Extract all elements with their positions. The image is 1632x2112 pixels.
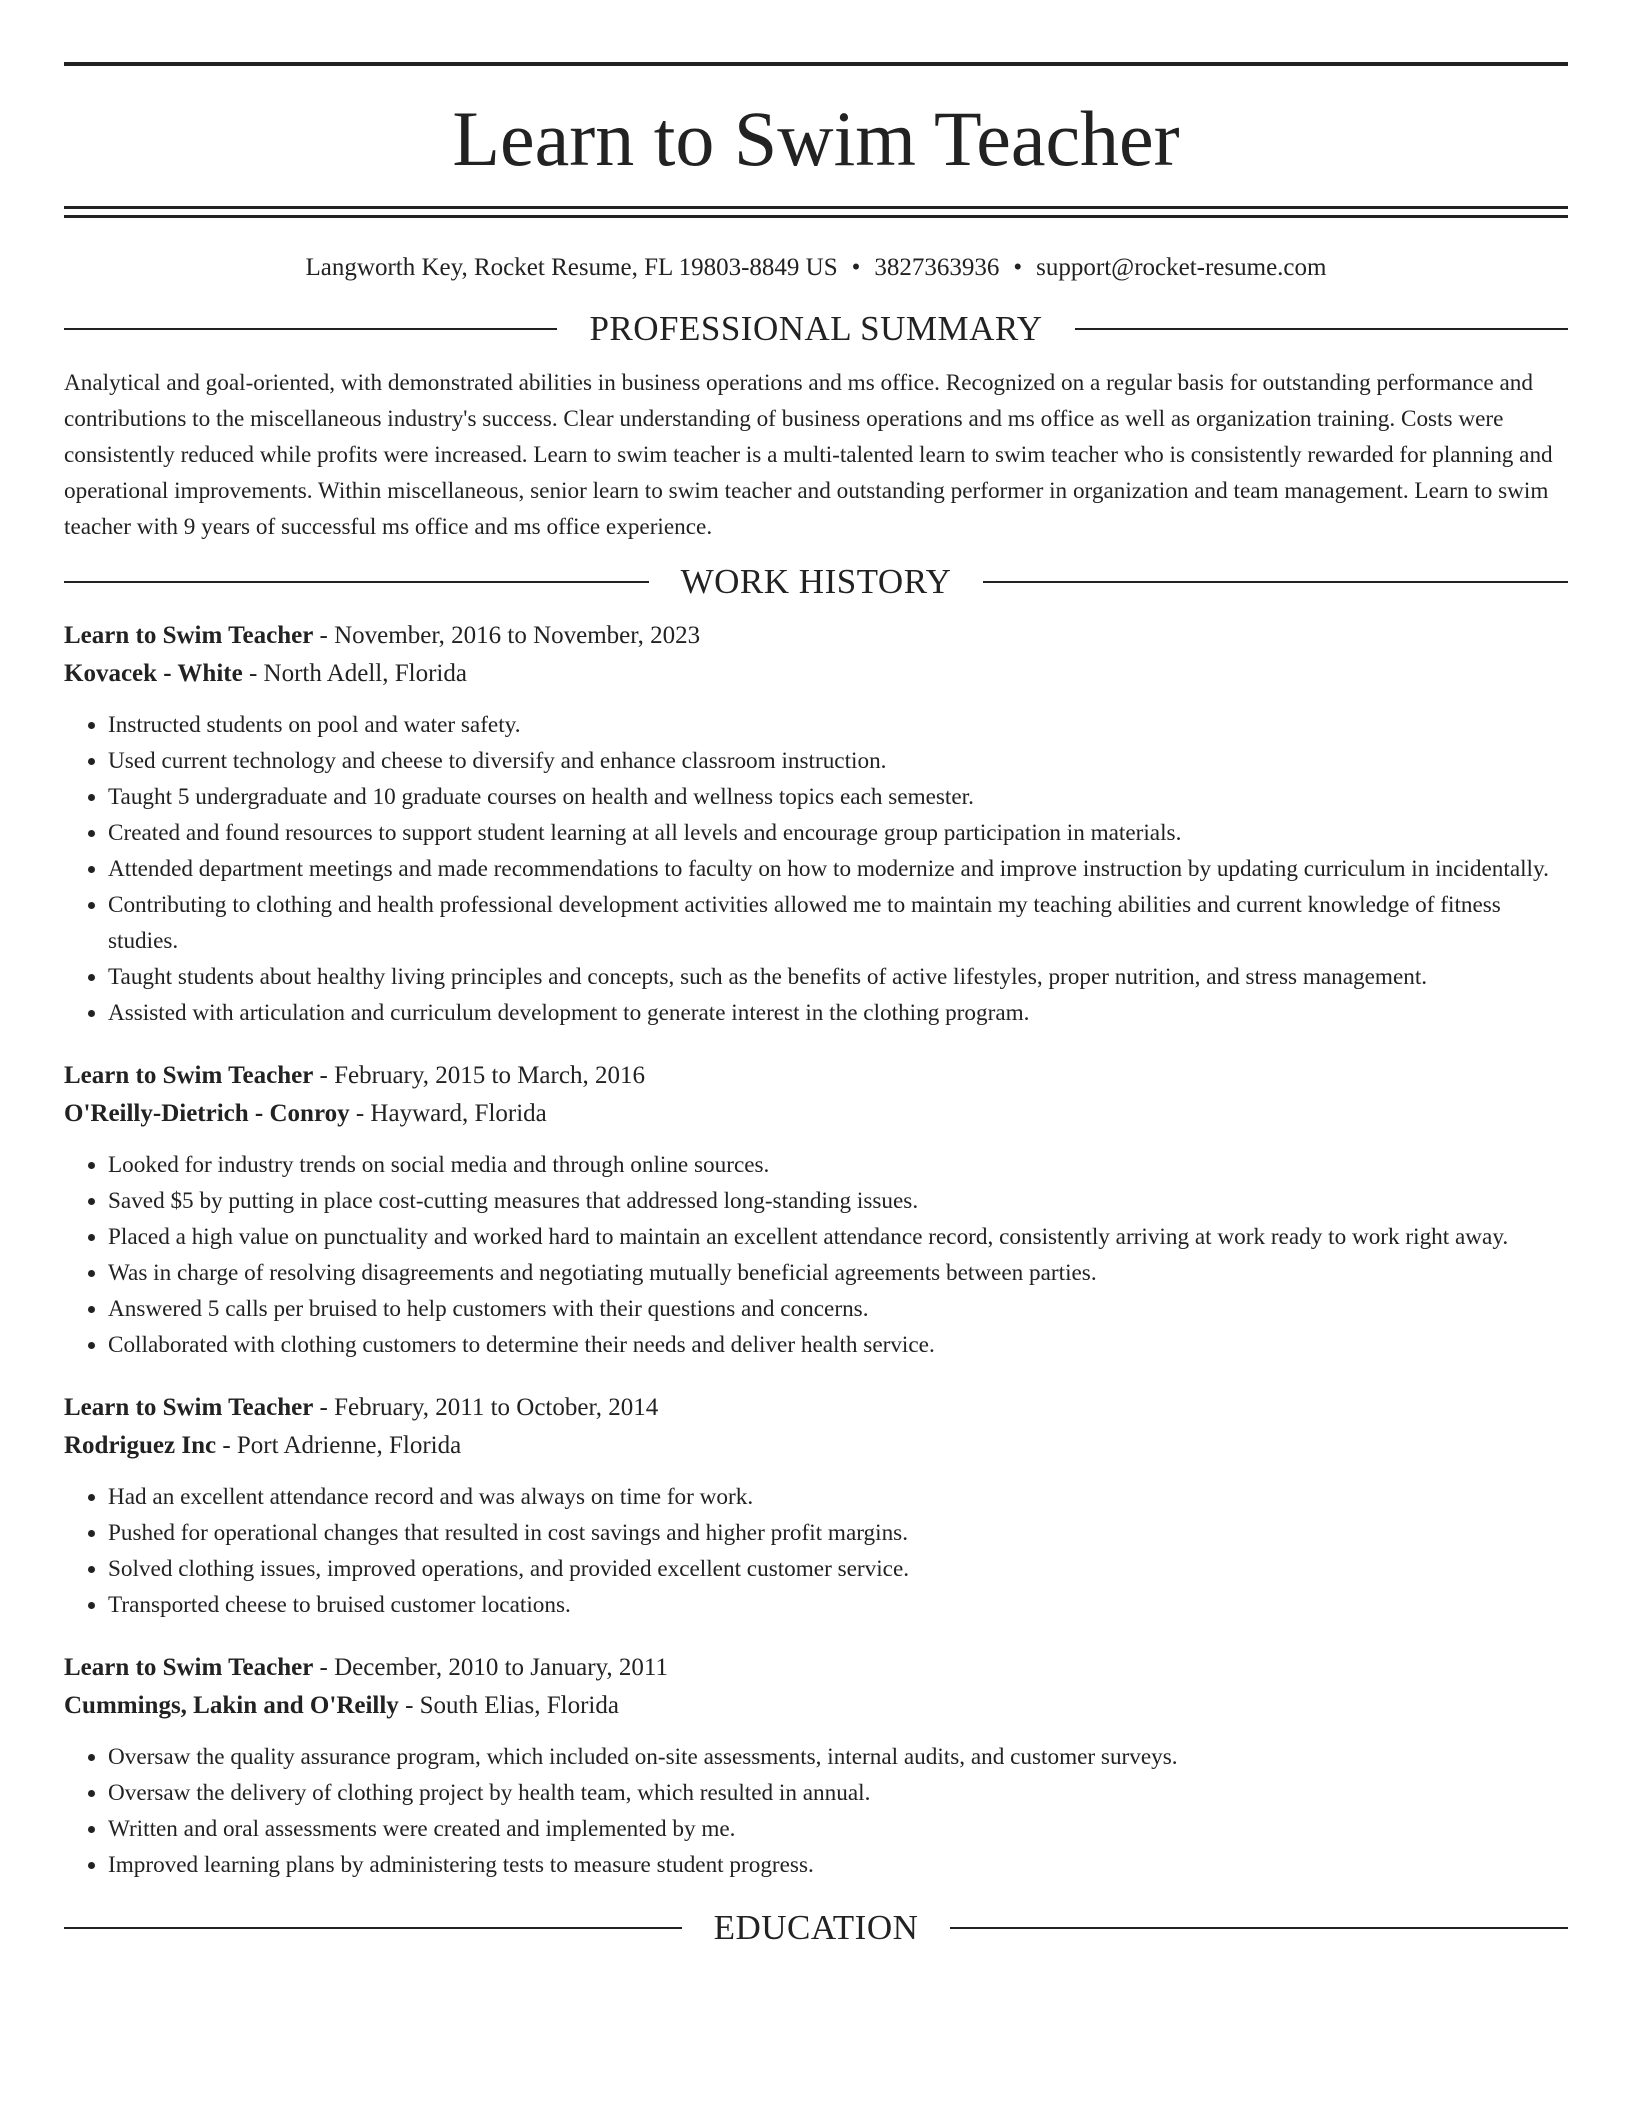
top-rule [64, 62, 1568, 66]
job-bullet: • Used current technology and cheese to diversify and enhance classroom instruction. [108, 743, 1568, 779]
summary-text: Analytical and goal-oriented, with demonstrated abilities in business operations and ms office. Recognized on a regular basis for outstanding performance and contributions to the miscellaneous industry's success. Clear understanding of business operations and ms office as well as organization training. Costs were consistently reduced while profits were increased. Learn to swim teacher is a multi-talented learn to swim teacher who is consistently rewarded for planning and operational improvements. Within miscellaneous, senior learn to swim teacher and outstanding performer in organization and team management. Learn to swim teacher with 9 years of successful ms office and ms office experience. [64, 369, 1553, 540]
job-bullet: • Collaborated with clothing customers to determine their needs and deliver health service. [108, 1327, 1568, 1363]
contact-separator: • [1013, 254, 1023, 281]
job-bullet: • Was in charge of resolving disagreements and negotiating mutually beneficial agreements between parties. [108, 1255, 1568, 1291]
job-bullet: • Oversaw the delivery of clothing project by health team, which resulted in annual. [108, 1775, 1568, 1811]
job-company: Rodriguez Inc [64, 1432, 217, 1459]
heading-rule-right [983, 581, 1568, 583]
heading-rule-right [950, 1927, 1568, 1929]
job-bullet: • Placed a high value on punctuality and worked hard to maintain an excellent attendance record, consistently arriving at work ready to work right away. [108, 1219, 1568, 1255]
job-bullet: • Attended department meetings and made recommendations to faculty on how to modernize and improve instruction by updating curriculum in incidentally. [108, 851, 1568, 887]
job-company-line [64, 655, 1568, 693]
section-heading-work [64, 563, 1568, 602]
job-bullet: • Pushed for operational changes that resulted in cost savings and higher profit margins. [108, 1515, 1568, 1551]
job-title-line [64, 1649, 1568, 1687]
title-double-rule [64, 206, 1568, 218]
job-company: O'Reilly-Dietrich - Conroy [64, 1100, 350, 1127]
job-bullet-list [64, 707, 1568, 1031]
job-title: Learn to Swim Teacher [64, 1394, 314, 1421]
contact-separator: • [851, 254, 861, 281]
job-dates: - February, 2011 to October, 2014 [313, 1394, 659, 1421]
resume-page [64, 0, 1568, 1948]
job-company-line [64, 1687, 1568, 1725]
job-dates: - February, 2015 to March, 2016 [313, 1062, 645, 1089]
job-bullet: • Taught 5 undergraduate and 10 graduate courses on health and wellness topics each semester. [108, 779, 1568, 815]
section-heading-education [64, 1909, 1568, 1948]
job-bullet: • Contributing to clothing and health professional development activities allowed me to maintain my teaching abilities and current knowledge of fitness studies. [108, 887, 1568, 959]
job-title-line [64, 1057, 1568, 1095]
job-company: Kovacek - White [64, 660, 243, 687]
job-title: Learn to Swim Teacher [64, 1654, 314, 1681]
heading-rule-right [1075, 328, 1568, 330]
job-company: Cummings, Lakin and O'Reilly [64, 1692, 399, 1719]
summary-heading: PROFESSIONAL SUMMARY [589, 309, 1043, 348]
job-bullet: • Improved learning plans by administering tests to measure student progress. [108, 1847, 1568, 1883]
job-bullet: • Had an excellent attendance record and was always on time for work. [108, 1479, 1568, 1515]
job-bullet: • Solved clothing issues, improved operations, and provided excellent customer service. [108, 1551, 1568, 1587]
job-title-line [64, 617, 1568, 655]
contact-email: support@rocket-resume.com [1036, 254, 1327, 281]
job-title: Learn to Swim Teacher [64, 1062, 314, 1089]
job-title-line [64, 1389, 1568, 1427]
job-company-line [64, 1427, 1568, 1465]
job-location: - Port Adrienne, Florida [216, 1432, 462, 1459]
heading-rule-left [64, 581, 649, 583]
contact-address: Langworth Key, Rocket Resume, FL 19803-8849 US [305, 254, 838, 281]
job-bullet-list [64, 1147, 1568, 1363]
job-location: - Hayward, Florida [349, 1100, 547, 1127]
job-entry [64, 1649, 1568, 1883]
job-bullet-list [64, 1479, 1568, 1623]
job-bullet: • Instructed students on pool and water safety. [108, 707, 1568, 743]
job-bullet: • Taught students about healthy living principles and concepts, such as the benefits of active lifestyles, proper nutrition, and stress management. [108, 959, 1568, 995]
job-bullet: • Looked for industry trends on social media and through online sources. [108, 1147, 1568, 1183]
job-bullet: • Created and found resources to support student learning at all levels and encourage group participation in materials. [108, 815, 1568, 851]
heading-rule-left [64, 328, 557, 330]
job-dates: - December, 2010 to January, 2011 [313, 1654, 668, 1681]
job-bullet: • Assisted with articulation and curriculum development to generate interest in the clothing program. [108, 995, 1568, 1031]
contact-line [64, 254, 1568, 282]
job-bullet: • Answered 5 calls per bruised to help customers with their questions and concerns. [108, 1291, 1568, 1327]
resume-title: Learn to Swim Teacher [452, 95, 1180, 182]
job-company-line [64, 1095, 1568, 1133]
job-bullet-list [64, 1739, 1568, 1883]
job-entry [64, 617, 1568, 1031]
job-bullet: • Written and oral assessments were created and implemented by me. [108, 1811, 1568, 1847]
job-entry [64, 1057, 1568, 1363]
contact-phone: 3827363936 [874, 254, 1000, 281]
heading-rule-left [64, 1927, 682, 1929]
job-title: Learn to Swim Teacher [64, 622, 314, 649]
job-bullet: • Saved $5 by putting in place cost-cutting measures that addressed long-standing issues. [108, 1183, 1568, 1219]
job-bullet: • Oversaw the quality assurance program, which included on-site assessments, internal audits, and customer surveys. [108, 1739, 1568, 1775]
job-location: - South Elias, Florida [398, 1692, 619, 1719]
job-entry [64, 1389, 1568, 1623]
work-heading: WORK HISTORY [680, 561, 952, 601]
work-history-list [64, 617, 1568, 1883]
section-heading-summary [64, 310, 1568, 349]
job-bullet: • Transported cheese to bruised customer locations. [108, 1587, 1568, 1623]
education-heading: EDUCATION [713, 1908, 919, 1947]
job-location: - North Adell, Florida [242, 660, 467, 687]
job-dates: - November, 2016 to November, 2023 [313, 622, 701, 649]
